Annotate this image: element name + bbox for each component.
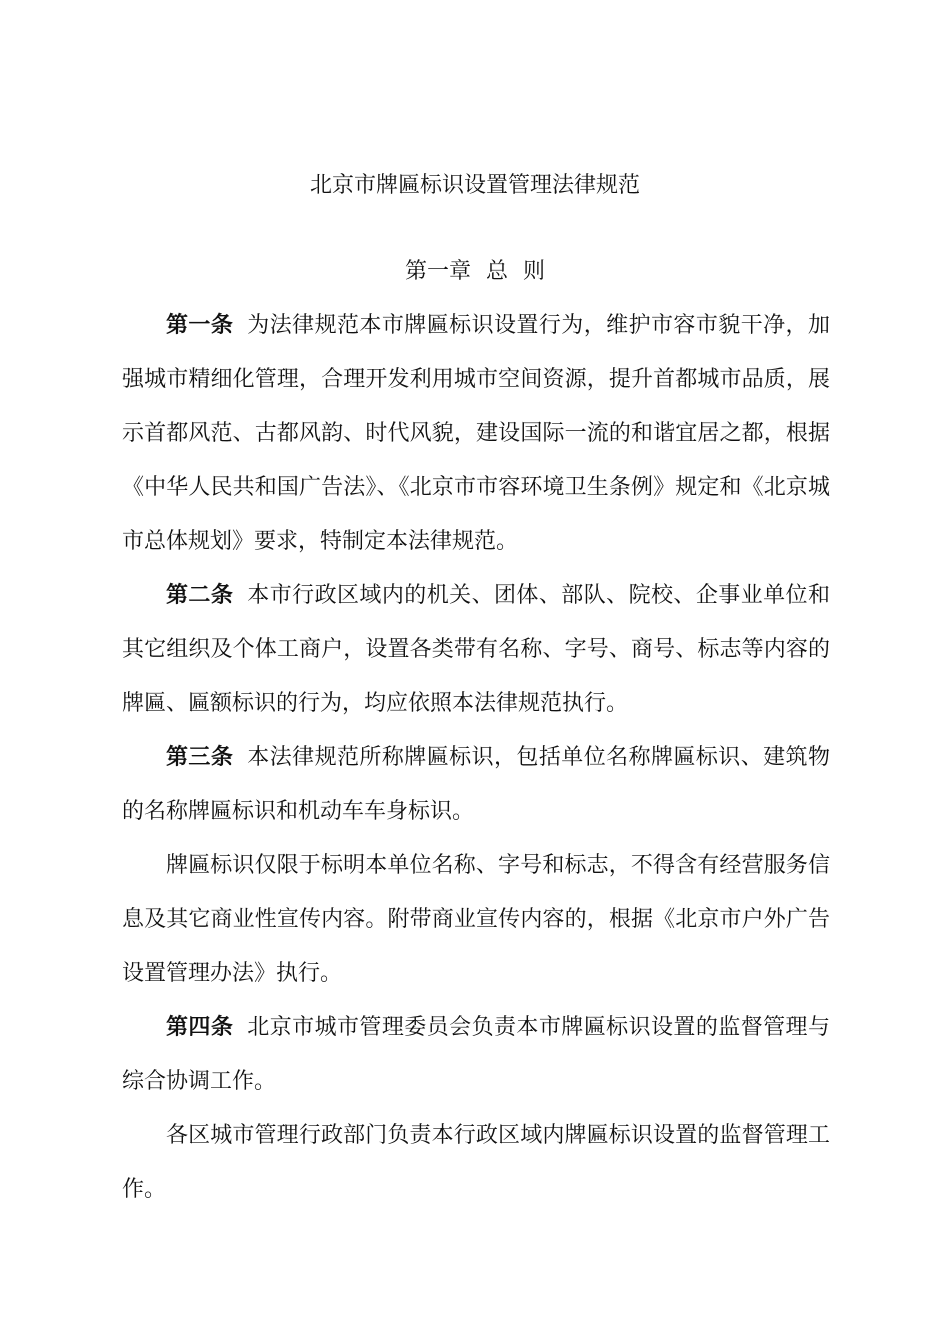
article-1-paragraph	[122, 299, 830, 569]
document-body	[122, 299, 830, 1217]
article-2-text: 本市行政区域内的机关、团体、部队、院校、企事业单位和其它组织及个体工商户，设置各类带有名称、字号、商号、标志等内容的牌匾、匾额标识的行为，均应依照本法律规范执行。	[122, 583, 830, 716]
chapter-heading: 第一章 总 则	[405, 259, 545, 284]
article-2-heading: 第二条	[166, 583, 234, 608]
article-4-continuation	[122, 1109, 830, 1217]
article-4-text: 北京市城市管理委员会负责本市牌匾标识设置的监督管理与综合协调工作。	[122, 1015, 830, 1094]
article-4-continuation-text: 各区城市管理行政部门负责本行政区域内牌匾标识设置的监督管理工作。	[122, 1123, 830, 1202]
article-1-text: 为法律规范本市牌匾标识设置行为，维护市容市貌干净，加强城市精细化管理，合理开发利用城市空间资源，提升首都城市品质，展示首都风范、古都风韵、时代风貌，建设国际一流的和谐宜居之都，根据《中华人民共和国广告法》、《北京市市容环境卫生条例》规定和《北京城市总体规划》要求，特制定本法律规范。	[122, 313, 830, 554]
article-4-heading: 第四条	[166, 1015, 234, 1040]
article-3-heading: 第三条	[166, 745, 234, 770]
document-title: 北京市牌匾标识设置管理法律规范	[309, 173, 640, 198]
article-3-paragraph	[122, 731, 830, 839]
article-4-paragraph	[122, 1001, 830, 1109]
article-2-paragraph	[122, 569, 830, 731]
article-3-continuation	[122, 839, 830, 1001]
article-3-text: 本法律规范所称牌匾标识，包括单位名称牌匾标识、建筑物的名称牌匾标识和机动车车身标识。	[122, 745, 830, 824]
article-3-continuation-text: 牌匾标识仅限于标明本单位名称、字号和标志，不得含有经营服务信息及其它商业性宣传内容。附带商业宣传内容的，根据《北京市户外广告设置管理办法》执行。	[122, 853, 830, 986]
article-1-heading: 第一条	[166, 313, 234, 338]
